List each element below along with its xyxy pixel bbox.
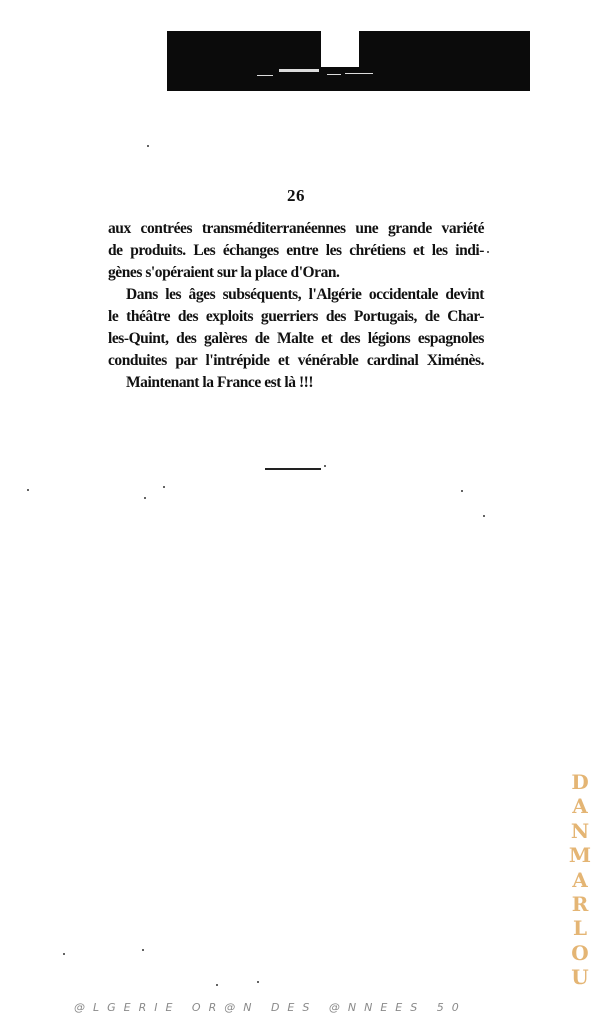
scan-speck bbox=[147, 145, 149, 147]
text-line: Maintenant la France est là !!! bbox=[126, 374, 314, 391]
scan-speck bbox=[142, 949, 144, 951]
watermark-letter: L bbox=[572, 916, 588, 941]
watermark-letter: D bbox=[571, 770, 589, 794]
watermark-footer: @LGERIE OR@N DES @NNEES 50 bbox=[74, 1001, 467, 1014]
scan-speck bbox=[27, 489, 29, 491]
band-streak bbox=[279, 69, 319, 72]
watermark-letter: U bbox=[571, 965, 589, 989]
text-line: de produits. Les échanges entre les chrétiens et les indi- bbox=[108, 242, 484, 259]
watermark-letter: O bbox=[571, 940, 589, 965]
scan-speck bbox=[257, 981, 259, 983]
scan-speck bbox=[216, 984, 218, 986]
text-line: les-Quint, des galères de Malte et des légions espagnoles bbox=[108, 330, 484, 347]
text-line: Dans les âges subséquents, l'Algérie occidentale devint bbox=[126, 286, 484, 303]
scan-speck bbox=[163, 486, 165, 488]
text-line: aux contrées transméditerranéennes une grande variété bbox=[108, 220, 484, 237]
scan-speck bbox=[144, 497, 146, 499]
scan-speck bbox=[63, 953, 65, 955]
watermark-letter: A bbox=[572, 867, 588, 892]
watermark-letter: R bbox=[571, 891, 589, 916]
watermark-vertical bbox=[568, 772, 592, 987]
scan-speck bbox=[324, 465, 326, 467]
text-line: conduites par l'intrépide et vénérable cardinal Ximénès. bbox=[108, 352, 484, 369]
body-text bbox=[108, 218, 484, 394]
text-line: le théâtre des exploits guerriers des Portugais, de Char- bbox=[108, 308, 484, 325]
section-separator bbox=[265, 468, 321, 470]
redaction-band bbox=[167, 31, 530, 91]
scan-speck bbox=[461, 490, 463, 492]
band-streak bbox=[345, 73, 373, 74]
page-number: 26 bbox=[287, 186, 305, 205]
scan-speck bbox=[483, 515, 485, 517]
text-line: gènes s'opéraient sur la place d'Oran. bbox=[108, 264, 340, 281]
watermark-letter: M bbox=[568, 843, 592, 868]
band-streak bbox=[257, 75, 273, 76]
watermark-letter: N bbox=[570, 818, 590, 843]
scan-speck bbox=[487, 251, 489, 253]
band-streak bbox=[327, 74, 341, 75]
band-notch bbox=[321, 31, 359, 67]
watermark-letter: A bbox=[572, 794, 588, 819]
